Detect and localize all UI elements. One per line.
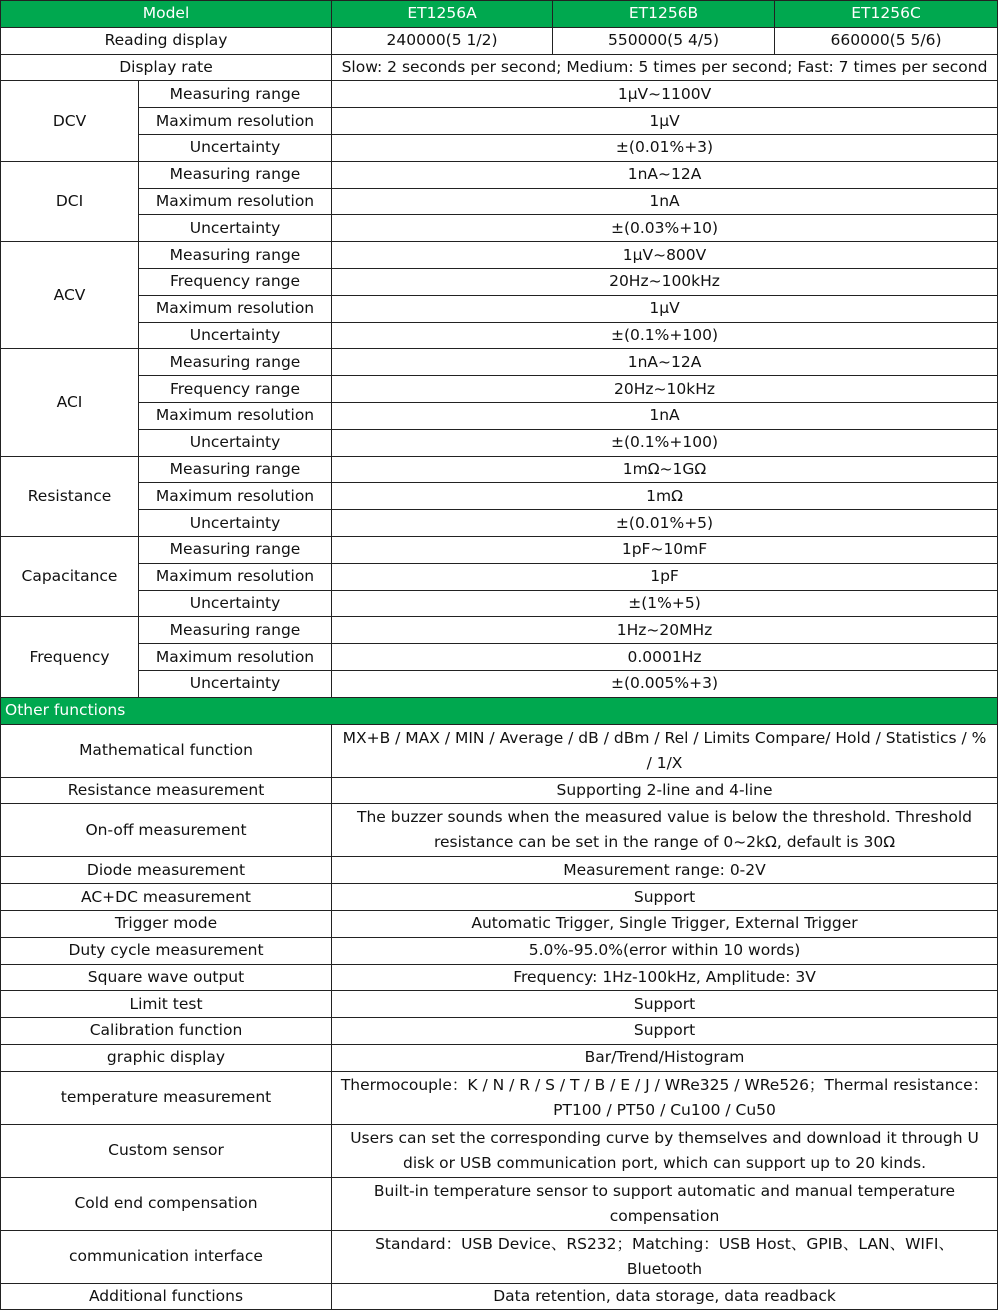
other-row [1, 1283, 998, 1310]
model-header-b: ET1256B [553, 1, 775, 28]
resistance-range-value: 1mΩ~1GΩ [332, 456, 998, 483]
dcv-uncertainty-value: ±(0.01%+3) [332, 134, 998, 161]
other-label: Diode measurement [1, 857, 332, 884]
acv-uncertainty-label: Uncertainty [139, 322, 332, 349]
dcv-resolution-value: 1μV [332, 108, 998, 135]
dcv-uncertainty-label: Uncertainty [139, 134, 332, 161]
other-functions-header-row [1, 697, 998, 724]
aci-frequency-value: 20Hz~10kHz [332, 376, 998, 403]
aci-frequency-row [1, 376, 998, 403]
dcv-resolution-row [1, 108, 998, 135]
dci-label: DCI [1, 161, 139, 241]
aci-resolution-row [1, 402, 998, 429]
aci-range-row [1, 349, 998, 376]
acv-range-value: 1μV~800V [332, 242, 998, 269]
model-header-c: ET1256C [775, 1, 998, 28]
frequency-resolution-value: 0.0001Hz [332, 644, 998, 671]
acv-resolution-row [1, 295, 998, 322]
dci-resolution-row [1, 188, 998, 215]
dcv-resolution-label: Maximum resolution [139, 108, 332, 135]
other-value: Frequency: 1Hz-100kHz, Amplitude: 3V [332, 964, 998, 991]
other-value: Automatic Trigger, Single Trigger, External Trigger [332, 910, 998, 937]
other-value: Data retention, data storage, data readback [332, 1283, 998, 1310]
frequency-resolution-row [1, 644, 998, 671]
other-value: Standard：USB Device、RS232；Matching：USB Host、GPIB、LAN、WIFI、Bluetooth [332, 1230, 998, 1283]
aci-resolution-value: 1nA [332, 402, 998, 429]
display-rate-value: Slow: 2 seconds per second; Medium: 5 times per second; Fast: 7 times per second [332, 54, 998, 81]
other-label: Mathematical function [1, 724, 332, 777]
other-value: Bar/Trend/Histogram [332, 1044, 998, 1071]
other-value: Thermocouple：K / N / R / S / T / B / E / J / WRe325 / WRe526；Thermal resistance：PT100 / PT50 / Cu100 / Cu50 [332, 1071, 998, 1124]
other-label: Resistance measurement [1, 777, 332, 804]
dcv-range-label: Measuring range [139, 81, 332, 108]
capacitance-resolution-label: Maximum resolution [139, 563, 332, 590]
acv-frequency-row [1, 268, 998, 295]
other-row [1, 991, 998, 1018]
other-label: temperature measurement [1, 1071, 332, 1124]
resistance-label: Resistance [1, 456, 139, 536]
other-value: Supporting 2-line and 4-line [332, 777, 998, 804]
model-header-a: ET1256A [332, 1, 553, 28]
other-value: Users can set the corresponding curve by themselves and download it through U disk or USB communication port, which can support up to 20 kinds. [332, 1124, 998, 1177]
dci-range-value: 1nA~12A [332, 161, 998, 188]
other-value: Support [332, 991, 998, 1018]
capacitance-range-label: Measuring range [139, 536, 332, 563]
other-label: communication interface [1, 1230, 332, 1283]
dci-uncertainty-row [1, 215, 998, 242]
dci-resolution-value: 1nA [332, 188, 998, 215]
other-label: On-off measurement [1, 804, 332, 857]
other-functions-title: Other functions [1, 697, 998, 724]
acv-uncertainty-row [1, 322, 998, 349]
acv-label: ACV [1, 242, 139, 349]
dcv-range-row [1, 81, 998, 108]
resistance-uncertainty-value: ±(0.01%+5) [332, 510, 998, 537]
aci-range-label: Measuring range [139, 349, 332, 376]
frequency-uncertainty-label: Uncertainty [139, 670, 332, 697]
other-label: graphic display [1, 1044, 332, 1071]
other-row [1, 910, 998, 937]
frequency-range-value: 1Hz~20MHz [332, 617, 998, 644]
other-row [1, 1018, 998, 1045]
other-value: 5.0%-95.0%(error within 10 words) [332, 937, 998, 964]
dcv-uncertainty-row [1, 134, 998, 161]
dci-uncertainty-label: Uncertainty [139, 215, 332, 242]
other-label: Cold end compensation [1, 1177, 332, 1230]
other-row [1, 964, 998, 991]
acv-uncertainty-value: ±(0.1%+100) [332, 322, 998, 349]
acv-range-row [1, 242, 998, 269]
other-row [1, 1071, 998, 1124]
reading-display-b: 550000(5 4/5) [553, 27, 775, 54]
resistance-uncertainty-row [1, 510, 998, 537]
display-rate-row [1, 54, 998, 81]
capacitance-resolution-row [1, 563, 998, 590]
other-row [1, 1230, 998, 1283]
other-label: AC+DC measurement [1, 884, 332, 911]
capacitance-range-value: 1pF~10mF [332, 536, 998, 563]
resistance-resolution-label: Maximum resolution [139, 483, 332, 510]
other-label: Calibration function [1, 1018, 332, 1045]
other-row [1, 1177, 998, 1230]
other-label: Limit test [1, 991, 332, 1018]
model-header: Model [1, 1, 332, 28]
other-row [1, 777, 998, 804]
aci-uncertainty-row [1, 429, 998, 456]
other-value: Built-in temperature sensor to support automatic and manual temperature compensation [332, 1177, 998, 1230]
dcv-label: DCV [1, 81, 139, 161]
dci-resolution-label: Maximum resolution [139, 188, 332, 215]
other-row [1, 857, 998, 884]
frequency-uncertainty-row [1, 670, 998, 697]
capacitance-resolution-value: 1pF [332, 563, 998, 590]
capacitance-label: Capacitance [1, 536, 139, 616]
capacitance-range-row [1, 536, 998, 563]
frequency-label: Frequency [1, 617, 139, 697]
capacitance-uncertainty-value: ±(1%+5) [332, 590, 998, 617]
other-value: MX+B / MAX / MIN / Average / dB / dBm / Rel / Limits Compare/ Hold / Statistics / % / 1/X [332, 724, 998, 777]
dcv-range-value: 1μV~1100V [332, 81, 998, 108]
other-label: Custom sensor [1, 1124, 332, 1177]
other-label: Square wave output [1, 964, 332, 991]
aci-range-value: 1nA~12A [332, 349, 998, 376]
frequency-uncertainty-value: ±(0.005%+3) [332, 670, 998, 697]
dci-range-label: Measuring range [139, 161, 332, 188]
acv-resolution-label: Maximum resolution [139, 295, 332, 322]
aci-label: ACI [1, 349, 139, 456]
aci-frequency-label: Frequency range [139, 376, 332, 403]
dci-uncertainty-value: ±(0.03%+10) [332, 215, 998, 242]
frequency-range-label: Measuring range [139, 617, 332, 644]
other-row [1, 937, 998, 964]
other-value: Support [332, 1018, 998, 1045]
frequency-range-row [1, 617, 998, 644]
other-label: Trigger mode [1, 910, 332, 937]
reading-display-a: 240000(5 1/2) [332, 27, 553, 54]
display-rate-label: Display rate [1, 54, 332, 81]
frequency-resolution-label: Maximum resolution [139, 644, 332, 671]
other-row [1, 1044, 998, 1071]
resistance-uncertainty-label: Uncertainty [139, 510, 332, 537]
resistance-resolution-value: 1mΩ [332, 483, 998, 510]
capacitance-uncertainty-row [1, 590, 998, 617]
reading-display-row [1, 27, 998, 54]
reading-display-c: 660000(5 5/6) [775, 27, 998, 54]
acv-resolution-value: 1μV [332, 295, 998, 322]
header-row [1, 1, 998, 28]
other-label: Additional functions [1, 1283, 332, 1310]
capacitance-uncertainty-label: Uncertainty [139, 590, 332, 617]
aci-uncertainty-label: Uncertainty [139, 429, 332, 456]
aci-resolution-label: Maximum resolution [139, 402, 332, 429]
dci-range-row [1, 161, 998, 188]
other-row [1, 724, 998, 777]
aci-uncertainty-value: ±(0.1%+100) [332, 429, 998, 456]
resistance-range-row [1, 456, 998, 483]
other-value: Support [332, 884, 998, 911]
other-label: Duty cycle measurement [1, 937, 332, 964]
other-value: The buzzer sounds when the measured value is below the threshold. Threshold resistance can be set in the range of 0~2kΩ, default is 30Ω [332, 804, 998, 857]
other-value: Measurement range: 0-2V [332, 857, 998, 884]
acv-frequency-value: 20Hz~100kHz [332, 268, 998, 295]
other-row [1, 804, 998, 857]
resistance-resolution-row [1, 483, 998, 510]
reading-display-label: Reading display [1, 27, 332, 54]
resistance-range-label: Measuring range [139, 456, 332, 483]
other-row [1, 884, 998, 911]
acv-range-label: Measuring range [139, 242, 332, 269]
other-row [1, 1124, 998, 1177]
acv-frequency-label: Frequency range [139, 268, 332, 295]
